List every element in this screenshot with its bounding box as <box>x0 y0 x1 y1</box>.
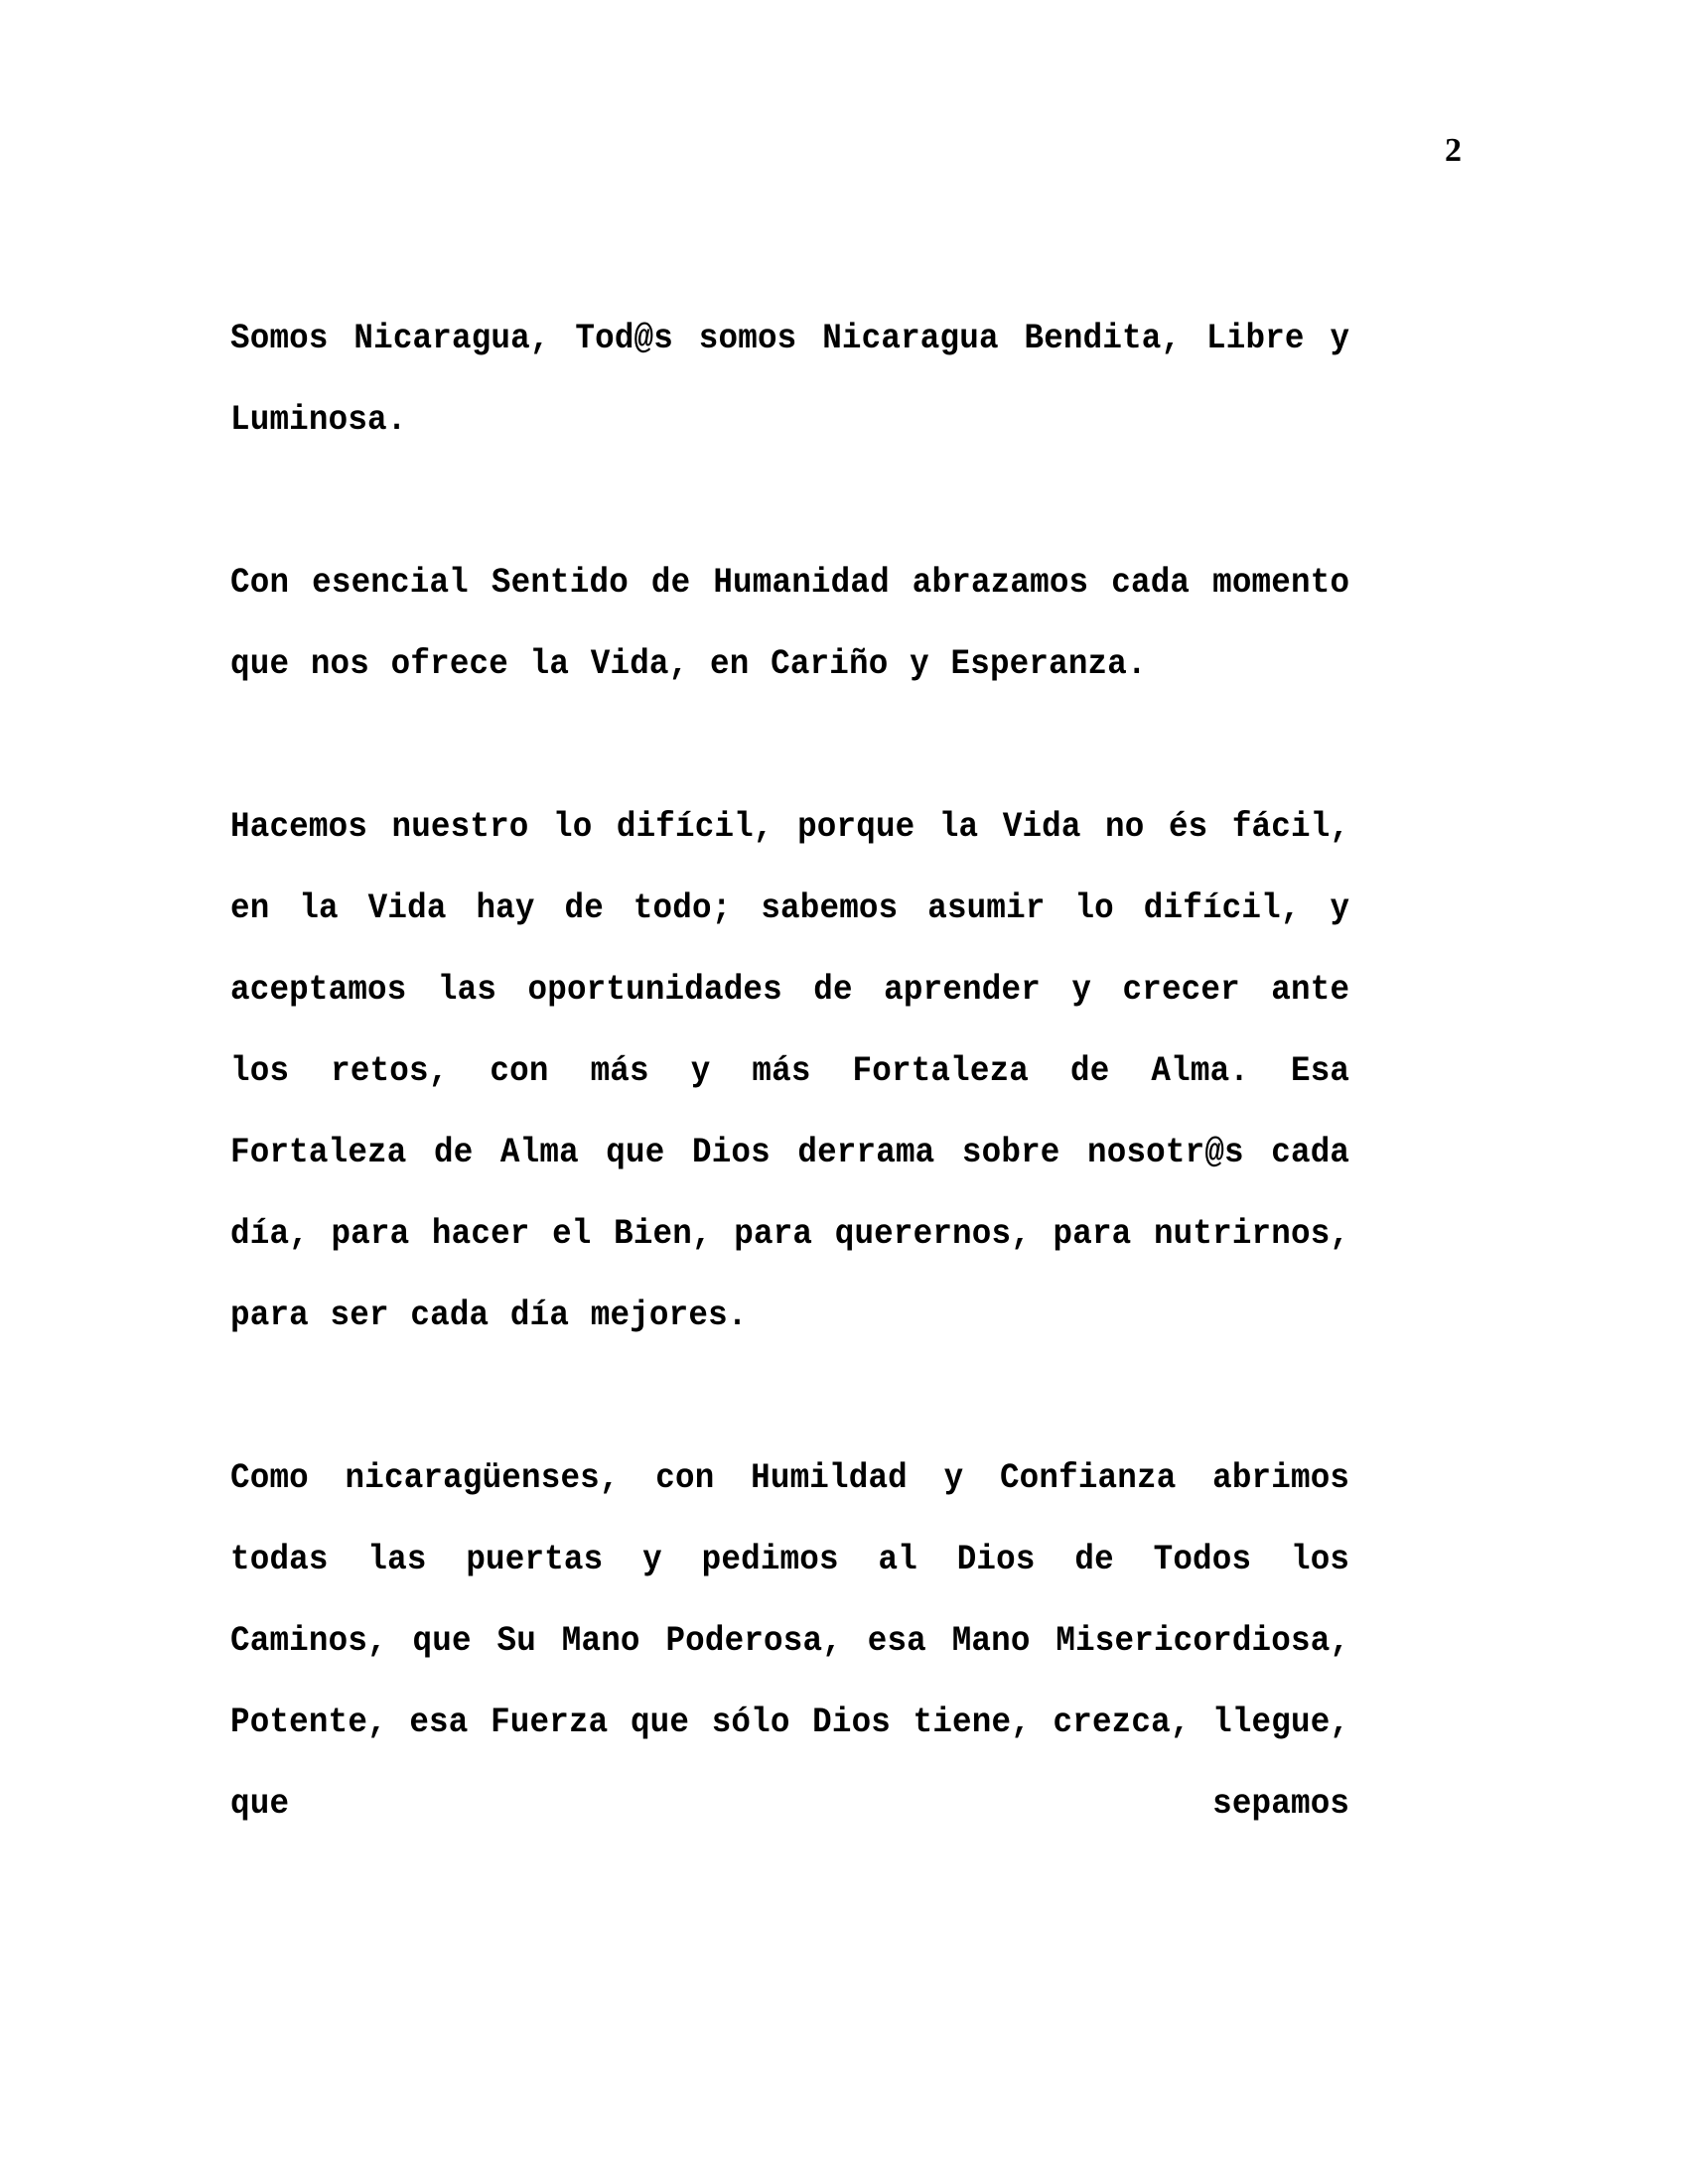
paragraph-2: Con esencial Sentido de Humanidad abrazamos cada momento que nos ofrece la Vida, en Cariño y Esperanza. <box>230 563 1350 684</box>
paragraph-1: Somos Nicaragua, Tod@s somos Nicaragua Bendita, Libre y Luminosa. <box>230 319 1350 440</box>
paragraph-4: Como nicaragüenses, con Humildad y Confianza abrimos todas las puertas y pedimos al Dios de Todos los Caminos, que Su Mano Poderosa, esa Mano Misericordiosa, Potente, esa Fuerza que sólo Dios tiene, crezca, llegue, que sepamos <box>230 1458 1350 1824</box>
page-number: 2 <box>1445 132 1462 169</box>
document-body <box>230 298 1349 1844</box>
paragraph-3: Hacemos nuestro lo difícil, porque la Vida no és fácil, en la Vida hay de todo; sabemos asumir lo difícil, y aceptamos las oportunidades de aprender y crecer ante los retos, con más y más Fortaleza de Alma. Esa Fortaleza de Alma que Dios derrama sobre nosotr@s cada día, para hacer el Bien, para querernos, para nutrirnos, para ser cada día mejores. <box>230 807 1350 1335</box>
